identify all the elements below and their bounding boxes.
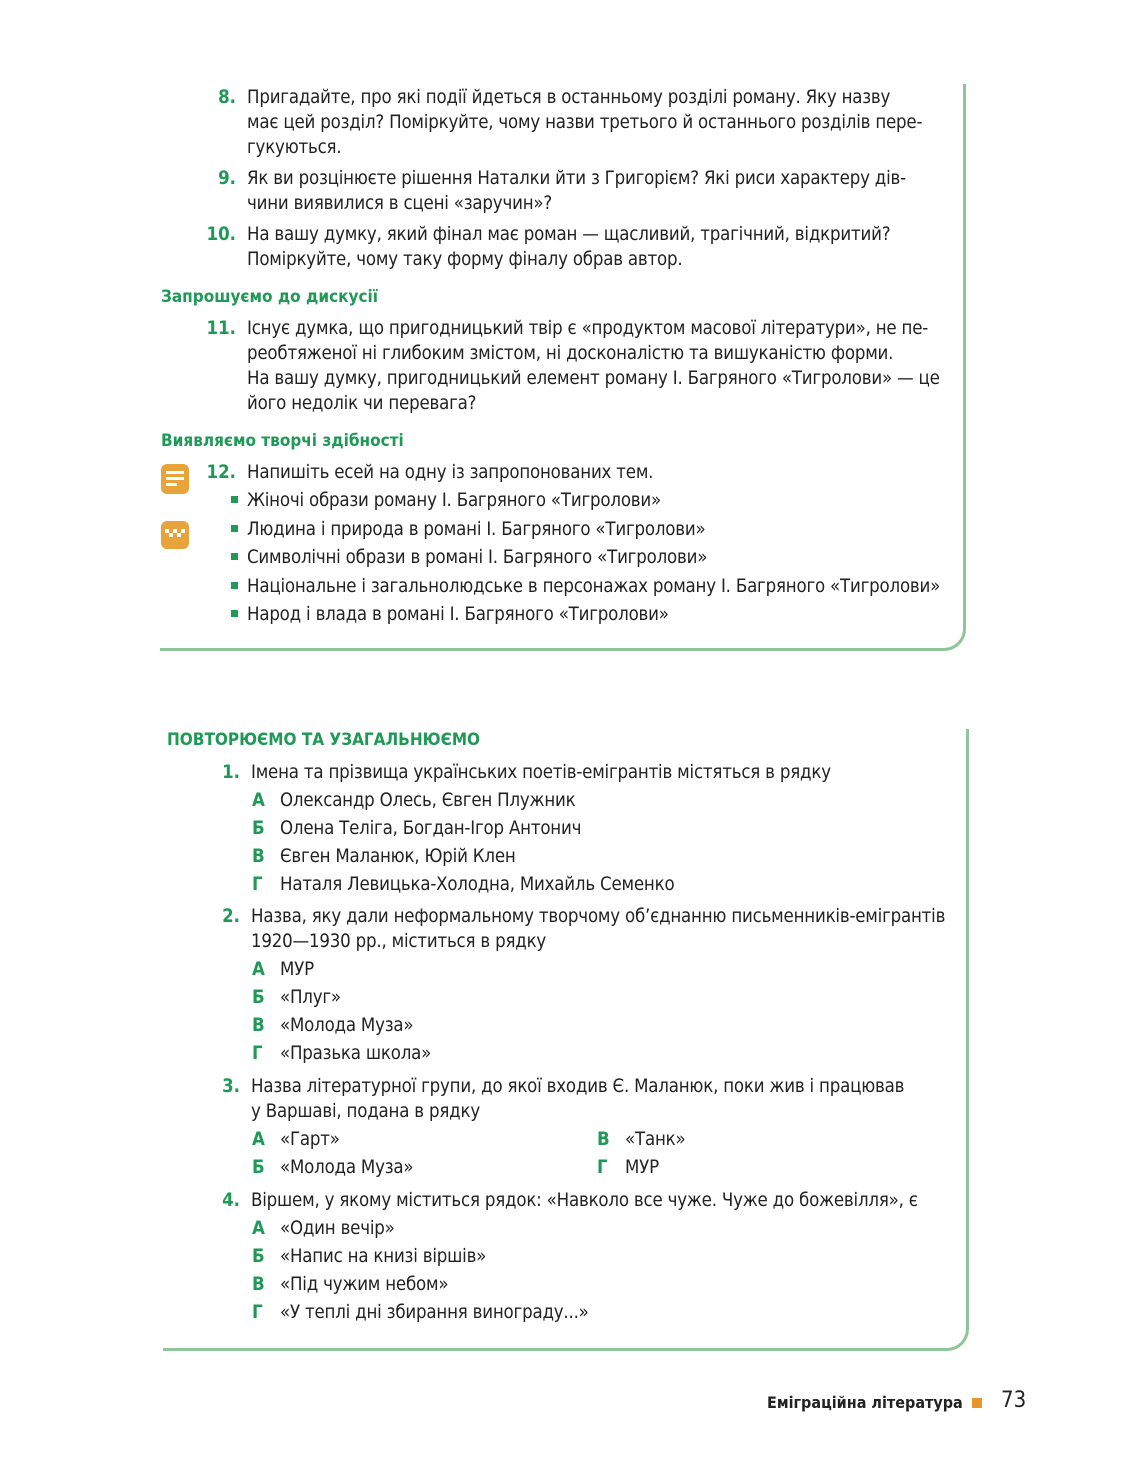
option-letter: В [597, 1129, 610, 1150]
option-letter: Б [252, 1246, 265, 1267]
question-text: у Варшаві, подана в рядку [251, 1101, 480, 1122]
question-number: 4. [222, 1190, 240, 1211]
option-letter: В [252, 846, 265, 867]
bullet-icon [231, 496, 238, 503]
bullet-icon [231, 582, 238, 589]
page-number: 73 [1001, 1388, 1027, 1413]
option-text: Олена Теліга, Богдан-Ігор Антонич [280, 818, 582, 839]
question-text: Існує думка, що пригодницький твір є «продуктом масової літератури», не пе- [247, 318, 929, 339]
question-number: 12. [206, 462, 236, 483]
question-text: гукуються. [247, 137, 342, 158]
checkered-icon [161, 521, 189, 553]
topic-item: Людина і природа в романі І. Багряного «Тигролови» [247, 519, 706, 540]
option-letter: Г [252, 874, 263, 895]
option-text: «Гарт» [280, 1129, 340, 1150]
question-text: На вашу думку, який фінал має роман — щасливий, трагічний, відкритий? [247, 224, 891, 245]
option-text: МУР [625, 1157, 659, 1178]
topic-item: Народ і влада в романі І. Багряного «Тигролови» [247, 604, 669, 625]
question-text: Імена та прізвища українських поетів-емігрантів містяться в рядку [251, 762, 831, 783]
footer-marker-icon [972, 1398, 982, 1408]
option-letter: Б [252, 1157, 265, 1178]
bullet-icon [231, 525, 238, 532]
heading-discussion: Запрошуємо до дискусії [161, 287, 379, 307]
question-text: його недолік чи перевага? [247, 393, 477, 414]
question-text: Напишіть есей на одну із запропонованих тем. [247, 462, 654, 483]
option-text: «Один вечір» [280, 1218, 395, 1239]
topic-item: Жіночі образи роману І. Багряного «Тигролови» [247, 490, 662, 511]
option-text: Євген Маланюк, Юрій Клен [280, 846, 516, 867]
question-number: 1. [222, 762, 240, 783]
review-heading: ПОВТОРЮЄМО ТА УЗАГАЛЬНЮЄМО [167, 730, 481, 750]
question-text: Віршем, у якому міститься рядок: «Навколо все чуже. Чуже до божевілля», є [251, 1190, 918, 1211]
option-letter: А [252, 959, 265, 980]
option-text: Наталя Левицька-Холодна, Михайль Семенко [280, 874, 675, 895]
footer-section-label: Еміграційна література [767, 1393, 963, 1412]
option-letter: В [252, 1015, 265, 1036]
question-number: 11. [206, 318, 236, 339]
option-letter: Б [252, 818, 265, 839]
question-number: 9. [218, 168, 236, 189]
question-text: реобтяженої ні глибоким змістом, ні досконалістю та вишуканістю форми. [247, 343, 894, 364]
option-text: МУР [280, 959, 314, 980]
option-letter: Б [252, 987, 265, 1008]
question-text: Як ви розцінюєте рішення Наталки йти з Григорієм? Які риси характеру дів- [247, 168, 906, 189]
question-number: 8. [218, 87, 236, 108]
question-number: 10. [206, 224, 236, 245]
question-text: 1920—1930 рр., міститься в рядку [251, 931, 547, 952]
question-text: На вашу думку, пригодницький елемент роману І. Багряного «Тигролови» — це [247, 368, 940, 389]
question-number: 2. [222, 906, 240, 927]
question-text: Поміркуйте, чому таку форму фіналу обрав автор. [247, 249, 683, 270]
question-text: чини виявилися в сцені «заручин»? [247, 193, 552, 214]
option-text: «Напис на книзі віршів» [280, 1246, 487, 1267]
heading-creative: Виявляємо творчі здібності [161, 431, 404, 451]
question-text: Назва літературної групи, до якої входив Є. Маланюк, поки жив і працював [251, 1076, 905, 1097]
option-letter: Г [252, 1302, 263, 1323]
notes-icon [161, 464, 189, 498]
option-text: «Молода Муза» [280, 1015, 414, 1036]
option-text: Олександр Олесь, Євген Плужник [280, 790, 576, 811]
option-letter: Г [252, 1043, 263, 1064]
bullet-icon [231, 610, 238, 617]
option-letter: А [252, 790, 265, 811]
option-text: «Молода Муза» [280, 1157, 414, 1178]
question-text: має цей розділ? Поміркуйте, чому назви третього й останнього розділів пере- [247, 112, 923, 133]
option-text: «Плуг» [280, 987, 341, 1008]
topic-item: Символічні образи в романі І. Багряного «Тигролови» [247, 547, 708, 568]
question-text: Пригадайте, про які події йдеться в останньому розділі роману. Яку назву [247, 87, 891, 108]
bullet-icon [231, 553, 238, 560]
option-text: «Під чужим небом» [280, 1274, 449, 1295]
option-letter: А [252, 1218, 265, 1239]
option-text: «Празька школа» [280, 1043, 432, 1064]
question-number: 3. [222, 1076, 240, 1097]
option-text: «Танк» [625, 1129, 686, 1150]
topic-item: Національне і загальнолюдське в персонажах роману І. Багряного «Тигролови» [247, 576, 941, 597]
question-text: Назва, яку дали неформальному творчому об’єднанню письменників-емігрантів [251, 906, 946, 927]
option-text: «У теплі дні збирання винограду...» [280, 1302, 589, 1323]
option-letter: Г [597, 1157, 608, 1178]
option-letter: В [252, 1274, 265, 1295]
option-letter: А [252, 1129, 265, 1150]
